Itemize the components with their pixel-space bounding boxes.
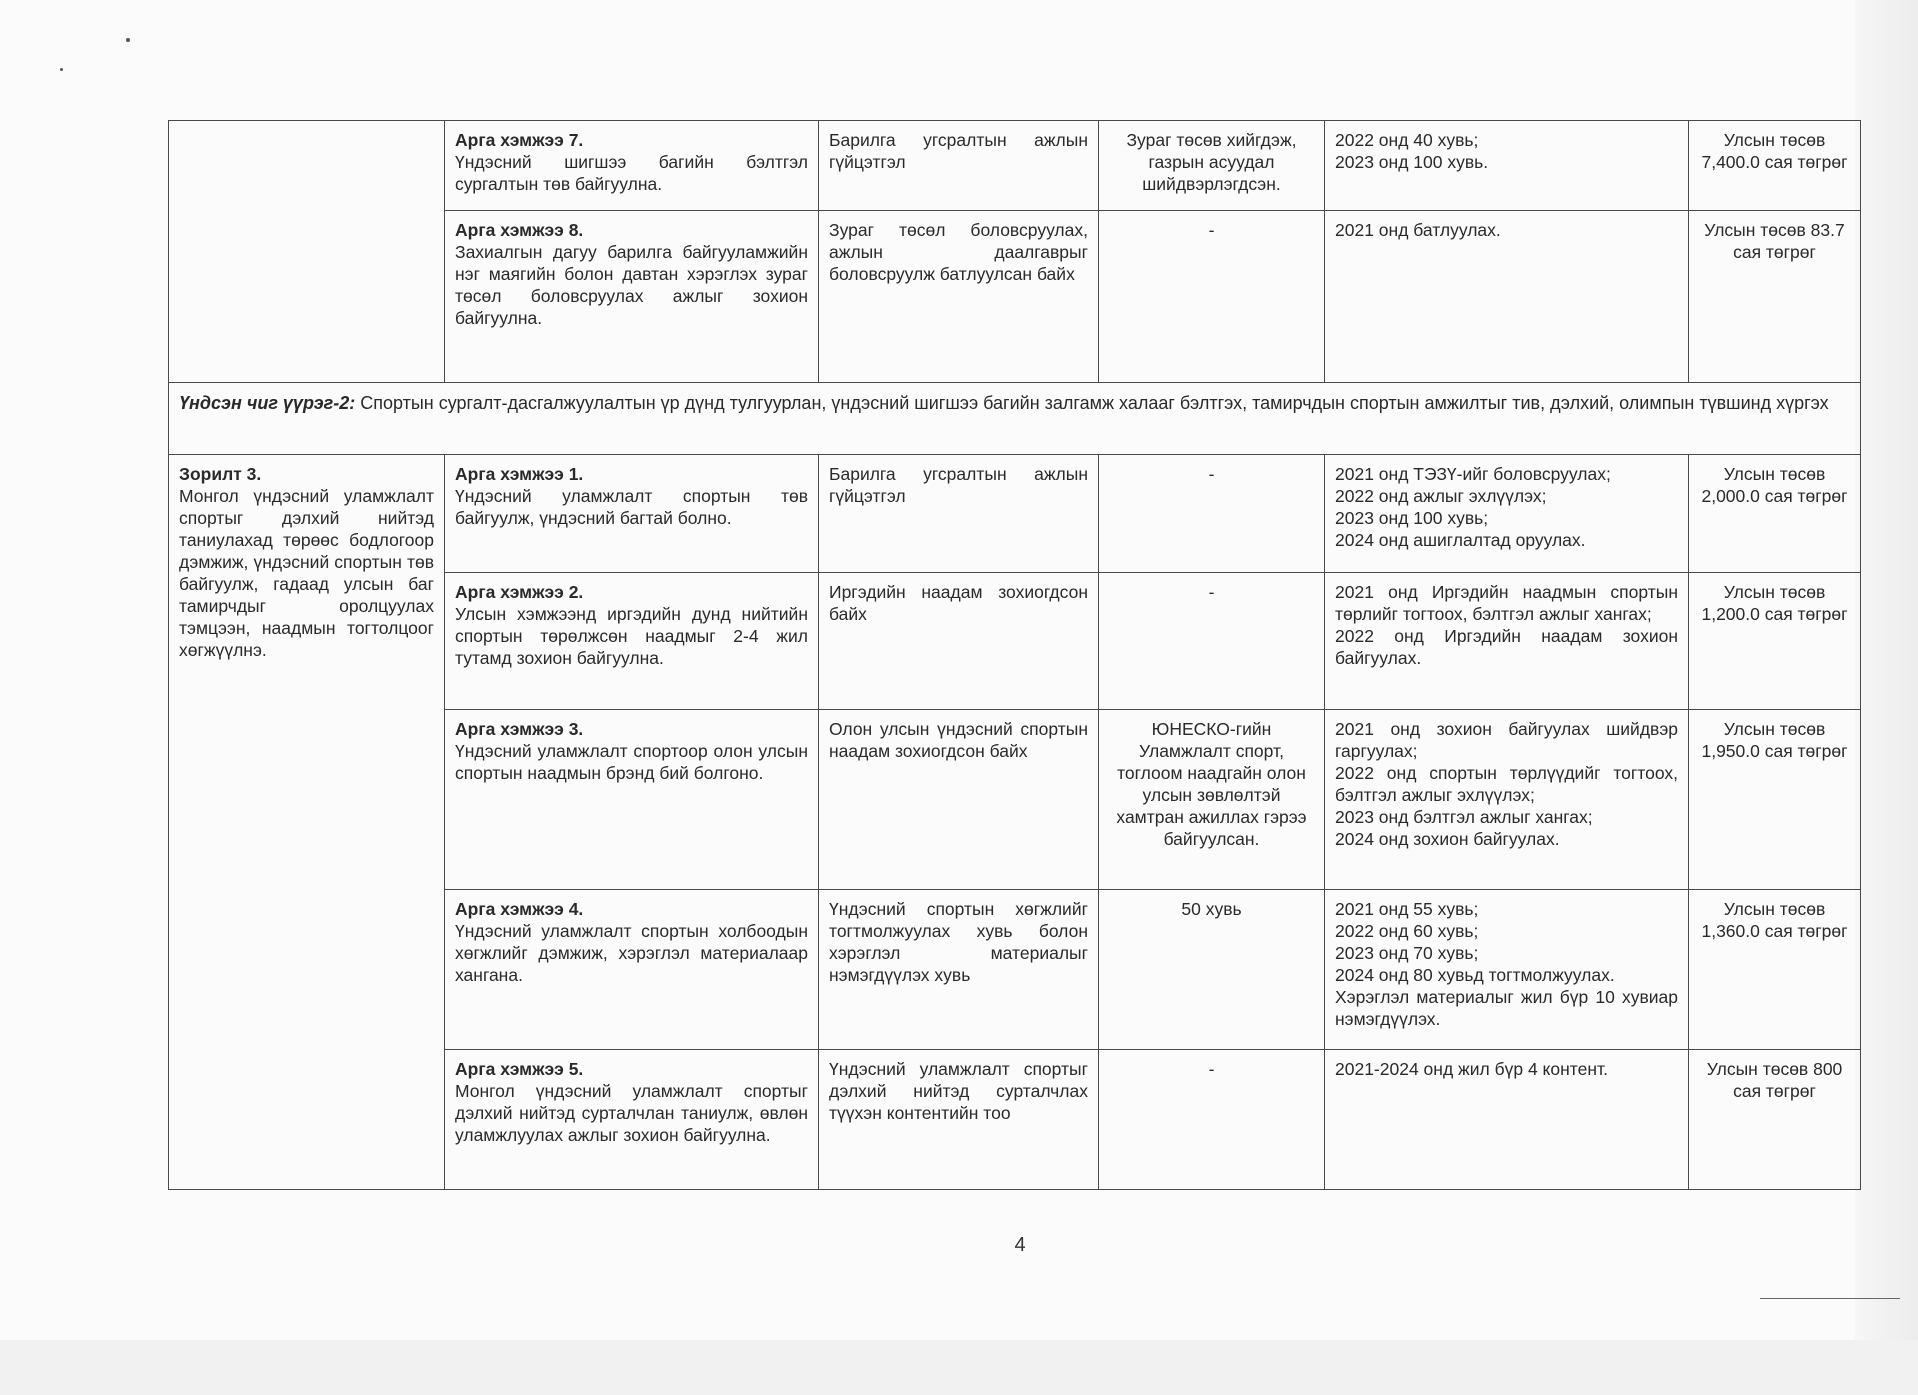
measure-text: Үндэсний шигшээ багийн бэлтгэл сургалтын төв байгуулна. bbox=[455, 152, 808, 194]
measure-text: Үндэсний уламжлалт спортоор олон улсын спортын наадмын брэнд бий болгоно. bbox=[455, 741, 808, 783]
measure-text: Үндэсний уламжлалт спортын холбоодын хөгжлийг дэмжиж, хэрэглэл материалаар хангана. bbox=[455, 921, 808, 985]
baseline-cell: 50 хувь bbox=[1099, 890, 1325, 1050]
baseline-cell: - bbox=[1099, 573, 1325, 710]
targets-cell bbox=[1325, 455, 1689, 573]
indicator-cell: Үндэсний спортын хөгжлийг тогтмолжуулах хувь болон хэрэглэл материалыг нэмэгдүүлэх хувь bbox=[819, 890, 1099, 1050]
baseline-cell: - bbox=[1099, 1050, 1325, 1190]
measure-cell bbox=[445, 1050, 819, 1190]
target-line: 2021 онд 55 хувь; bbox=[1335, 899, 1479, 919]
target-line: 2021 онд зохион байгуулах шийдвэр гаргуулах; bbox=[1335, 719, 1678, 761]
target-line: 2022 онд спортын төрлүүдийг тогтоох, бэлтгэл ажлыг эхлүүлэх; bbox=[1335, 763, 1678, 805]
targets-cell bbox=[1325, 890, 1689, 1050]
measure-title: Арга хэмжээ 7. bbox=[455, 130, 584, 150]
page-edge-shadow bbox=[1855, 0, 1918, 1340]
page-number: 4 bbox=[1014, 1234, 1026, 1256]
scan-speck bbox=[60, 68, 63, 71]
measure-title: Арга хэмжээ 2. bbox=[455, 582, 584, 602]
funding-cell: Улсын төсөв 1,200.0 сая төгрөг bbox=[1689, 573, 1861, 710]
objective-title: Зорилт 3. bbox=[179, 464, 262, 484]
table-row bbox=[169, 121, 1861, 211]
principle-text: Спортын сургалт-дасгалжуулалтын үр дүнд тулгуурлан, үндэсний шигшээ багийн залгамж халааг бэлтгэх, тамирчдын спортын амжилтыг тив, дэлхий, олимпын түвшинд хүргэх bbox=[355, 393, 1829, 413]
table-row bbox=[169, 455, 1861, 573]
baseline-cell: - bbox=[1099, 211, 1325, 383]
scan-speck bbox=[126, 38, 130, 42]
indicator-cell: Олон улсын үндэсний спортын наадам зохиогдсон байх bbox=[819, 710, 1099, 890]
objective-text: Монгол үндэсний уламжлалт спортыг дэлхий нийтэд таниулахад төрөөс бодлогоор дэмжиж, үндэсний спортын төв байгуулж, гадаад улсын баг тамирчдыг оролцуулах тэмцээн, наадмын тогтолцоог хөгжүүлнэ. bbox=[179, 486, 434, 660]
principle-row bbox=[169, 383, 1861, 455]
measure-cell bbox=[445, 121, 819, 211]
indicator-cell: Үндэсний уламжлалт спортыг дэлхий нийтэд сурталчлах түүхэн контентийн тоо bbox=[819, 1050, 1099, 1190]
measure-title: Арга хэмжээ 5. bbox=[455, 1059, 584, 1079]
target-line: 2023 онд бэлтгэл ажлыг хангах; bbox=[1335, 807, 1593, 827]
target-line: 2022 онд 60 хувь; bbox=[1335, 921, 1479, 941]
targets-cell bbox=[1325, 1050, 1689, 1190]
objective-cell-empty bbox=[169, 121, 445, 383]
measure-title: Арга хэмжээ 3. bbox=[455, 719, 584, 739]
funding-cell: Улсын төсөв 83.7 сая төгрөг bbox=[1689, 211, 1861, 383]
target-line: 2023 онд 70 хувь; bbox=[1335, 943, 1479, 963]
target-line: 2022 онд ажлыг эхлүүлэх; bbox=[1335, 486, 1547, 506]
targets-cell bbox=[1325, 211, 1689, 383]
indicator-cell: Иргэдийн наадам зохиогдсон байх bbox=[819, 573, 1099, 710]
funding-cell: Улсын төсөв 2,000.0 сая төгрөг bbox=[1689, 455, 1861, 573]
target-line: 2023 онд 100 хувь; bbox=[1335, 508, 1489, 528]
targets-cell bbox=[1325, 710, 1689, 890]
principle-label: Үндсэн чиг үүрэг-2: bbox=[179, 393, 356, 413]
target-line: 2021-2024 онд жил бүр 4 контент. bbox=[1335, 1059, 1608, 1079]
target-line: 2021 онд ТЭЗҮ-ийг боловсруулах; bbox=[1335, 464, 1611, 484]
indicator-cell: Барилга угсралтын ажлын гүйцэтгэл bbox=[819, 455, 1099, 573]
target-line: 2024 онд ашиглалтад оруулах. bbox=[1335, 530, 1586, 550]
target-line: Хэрэглэл материалыг жил бүр 10 хувиар нэмэгдүүлэх. bbox=[1335, 987, 1678, 1029]
target-line: 2024 онд зохион байгуулах. bbox=[1335, 829, 1560, 849]
measure-title: Арга хэмжээ 1. bbox=[455, 464, 584, 484]
measure-text: Захиалгын дагуу барилга байгууламжийн нэг маягийн болон давтан хэрэглэх зураг төсөл боловсруулах ажлыг зохион байгуулна. bbox=[455, 242, 808, 328]
measure-text: Үндэсний уламжлалт спортын төв байгуулж, үндэсний багтай болно. bbox=[455, 486, 808, 528]
target-line: 2021 онд Иргэдийн наадмын спортын төрлийг тогтоох, бэлтгэл ажлыг хангах; bbox=[1335, 582, 1678, 624]
target-line: 2021 онд батлуулах. bbox=[1335, 220, 1501, 240]
measure-cell bbox=[445, 573, 819, 710]
baseline-cell: Зураг төсөв хийгдэж, газрын асуудал шийдвэрлэгдсэн. bbox=[1099, 121, 1325, 211]
action-plan-table bbox=[168, 120, 1861, 1190]
funding-cell: Улсын төсөв 7,400.0 сая төгрөг bbox=[1689, 121, 1861, 211]
bottom-rule bbox=[1760, 1298, 1900, 1299]
measure-text: Монгол үндэсний уламжлалт спортыг дэлхий нийтэд сурталчлан таниулж, өвлөн уламжлуулах ажлыг зохион байгуулна. bbox=[455, 1081, 808, 1145]
measure-cell bbox=[445, 710, 819, 890]
baseline-cell: - bbox=[1099, 455, 1325, 573]
measure-title: Арга хэмжээ 8. bbox=[455, 220, 584, 240]
indicator-cell: Барилга угсралтын ажлын гүйцэтгэл bbox=[819, 121, 1099, 211]
funding-cell: Улсын төсөв 800 сая төгрөг bbox=[1689, 1050, 1861, 1190]
target-line: 2023 онд 100 хувь. bbox=[1335, 152, 1489, 172]
measure-title: Арга хэмжээ 4. bbox=[455, 899, 584, 919]
measure-cell bbox=[445, 211, 819, 383]
principle-cell bbox=[169, 383, 1861, 455]
funding-cell: Улсын төсөв 1,950.0 сая төгрөг bbox=[1689, 710, 1861, 890]
page-bottom-shadow bbox=[0, 1340, 1918, 1395]
targets-cell bbox=[1325, 121, 1689, 211]
measure-cell bbox=[445, 890, 819, 1050]
measure-text: Улсын хэмжээнд иргэдийн дунд нийтийн спортын төрөлжсөн наадмыг 2-4 жил тутамд зохион байгуулна. bbox=[455, 604, 808, 668]
target-line: 2022 онд 40 хувь; bbox=[1335, 130, 1479, 150]
measure-cell bbox=[445, 455, 819, 573]
targets-cell bbox=[1325, 573, 1689, 710]
funding-cell: Улсын төсөв 1,360.0 сая төгрөг bbox=[1689, 890, 1861, 1050]
objective-cell bbox=[169, 455, 445, 1190]
target-line: 2022 онд Иргэдийн наадам зохион байгуулах. bbox=[1335, 626, 1678, 668]
indicator-cell: Зураг төсөл боловсруулах, ажлын даалгаврыг боловсруулж батлуулсан байх bbox=[819, 211, 1099, 383]
target-line: 2024 онд 80 хувьд тогтмолжуулах. bbox=[1335, 965, 1615, 985]
baseline-cell: ЮНЕСКО-гийн Уламжлалт спорт, тоглоом наадгайн олон улсын зөвлөлтэй хамтран ажиллах гэрээ байгуулсан. bbox=[1099, 710, 1325, 890]
